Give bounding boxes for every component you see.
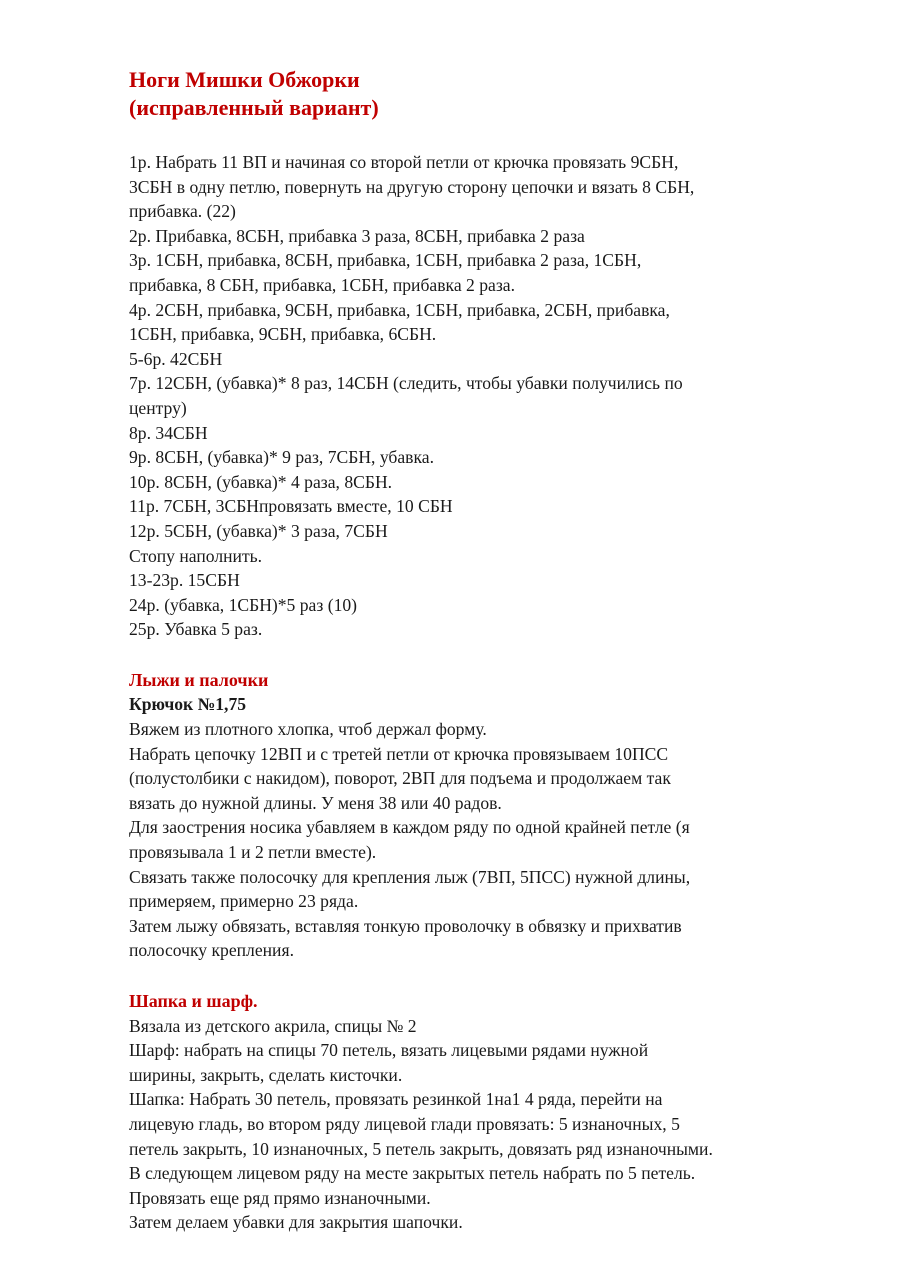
title-line-2: (исправленный вариант) [129,95,379,120]
skis-line: Набрать цепочку 12ВП и с третей петли от крючка провязываем 10ПСС [129,743,669,764]
legs-line: 7р. 12СБН, (убавка)* 8 раз, 14СБН (следить, чтобы убавки получились по [129,373,683,394]
hat-line: петель закрыть, 10 изнаночных, 5 петель закрыть, довязать ряд изнаночными. [129,1138,713,1159]
hat-line: Шарф: набрать на спицы 70 петель, вязать лицевыми рядами нужной [129,1040,649,1061]
hat-line: Провязать еще ряд прямо изнаночными. [129,1187,431,1208]
legs-line: 11р. 7СБН, 3СБНпровязать вместе, 10 СБН [129,496,453,517]
legs-line: 25р. Убавка 5 раз. [129,619,263,640]
title-line-1: Ноги Мишки Обжорки [129,67,360,92]
skis-line: провязывала 1 и 2 петли вместе). [129,842,377,863]
hat-line: ширины, закрыть, сделать кисточки. [129,1064,403,1085]
legs-line: 24р. (убавка, 1СБН)*5 раз (10) [129,594,358,615]
hat-line: Затем делаем убавки для закрытия шапочки. [129,1212,463,1233]
hat-scarf-section [129,989,859,1235]
hat-line: В следующем лицевом ряду на месте закрытых петель набрать по 5 петель. [129,1163,696,1184]
skis-line: Вяжем из плотного хлопка, чтоб держал форму. [129,719,487,740]
legs-line: 3р. 1СБН, прибавка, 8СБН, прибавка, 1СБН, прибавка 2 раза, 1СБН, [129,250,642,271]
skis-section [129,668,859,963]
legs-line: 4р. 2СБН, прибавка, 9СБН, прибавка, 1СБН, прибавка, 2СБН, прибавка, [129,299,670,320]
document-title [129,66,859,122]
skis-line: примеряем, примерно 23 ряда. [129,891,359,912]
legs-line: прибавка, 8 СБН, прибавка, 1СБН, прибавка 2 раза. [129,274,515,295]
legs-line: 10р. 8СБН, (убавка)* 4 раза, 8СБН. [129,471,393,492]
legs-line: прибавка. (22) [129,201,236,222]
legs-line: 12р. 5СБН, (убавка)* 3 раза, 7СБН [129,520,388,541]
legs-line: 1СБН, прибавка, 9СБН, прибавка, 6СБН. [129,324,437,345]
hat-line: Шапка: Набрать 30 петель, провязать резинкой 1на1 4 ряда, перейти на [129,1089,663,1110]
hat-line: Вязала из детского акрила, спицы № 2 [129,1015,417,1036]
legs-line: 13-23р. 15СБН [129,570,240,591]
skis-line: вязать до нужной длины. У меня 38 или 40 радов. [129,792,502,813]
legs-line: 3СБН в одну петлю, повернуть на другую сторону цепочки и вязать 8 СБН, [129,176,695,197]
legs-line: 2р. Прибавка, 8СБН, прибавка 3 раза, 8СБН, прибавка 2 раза [129,225,585,246]
skis-line: (полустолбики с накидом), поворот, 2ВП для подъема и продолжаем так [129,768,671,789]
hat-line: лицевую гладь, во втором ряду лицевой глади провязать: 5 изнаночных, 5 [129,1113,680,1134]
legs-line: 8р. 34СБН [129,422,208,443]
skis-line: Связать также полосочку для крепления лыж (7ВП, 5ПСС) нужной длины, [129,866,691,887]
skis-line: полосочку крепления. [129,940,294,961]
legs-line: 1р. Набрать 11 ВП и начиная со второй петли от крючка провязать 9СБН, [129,152,679,172]
hook-size: Крючок №1,75 [129,694,247,715]
legs-line: 9р. 8СБН, (убавка)* 9 раз, 7СБН, убавка. [129,447,434,468]
skis-line: Для заострения носика убавляем в каждом ряду по одной крайней петле (я [129,817,690,838]
legs-line: центру) [129,397,187,418]
legs-line: Стопу наполнить. [129,545,263,566]
skis-line: Затем лыжу обвязать, вставляя тонкую проволочку в обвязку и прихватив [129,915,682,936]
hat-heading: Шапка и шарф. [129,991,258,1011]
legs-instructions [129,150,859,642]
document-page [129,66,859,1235]
skis-heading: Лыжи и палочки [129,669,269,690]
legs-line: 5-6р. 42СБН [129,348,223,369]
